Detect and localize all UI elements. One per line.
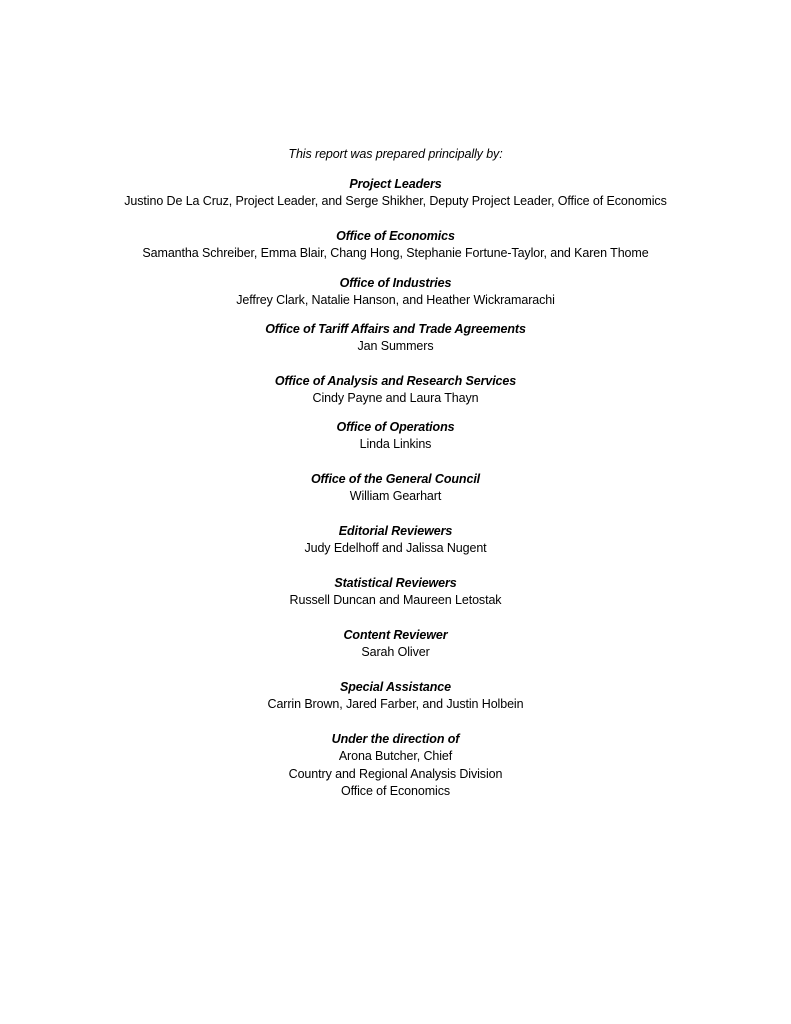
section-names-analysis-research: Cindy Payne and Laura Thayn: [312, 391, 479, 405]
section-names-editorial-reviewers: Judy Edelhoff and Jalissa Nugent: [304, 541, 487, 555]
section-names-office-of-operations: Linda Linkins: [359, 437, 432, 451]
section-line-director-name: Arona Butcher, Chief: [338, 749, 453, 763]
section-heading-under-direction: Under the direction of: [331, 732, 460, 746]
section-names-office-of-economics: Samantha Schreiber, Emma Blair, Chang Hong, Stephanie Fortune-Taylor, and Karen Thome: [142, 246, 649, 260]
section-heading-statistical-reviewers: Statistical Reviewers: [334, 576, 457, 590]
section-heading-editorial-reviewers: Editorial Reviewers: [338, 524, 453, 538]
section-line-division: Country and Regional Analysis Division: [288, 767, 503, 781]
section-names-tariff-affairs: Jan Summers: [357, 339, 434, 353]
section-line-office: Office of Economics: [340, 784, 451, 798]
section-heading-project-leaders: Project Leaders: [349, 177, 442, 191]
section-heading-general-council: Office of the General Council: [310, 472, 481, 486]
section-heading-content-reviewer: Content Reviewer: [343, 628, 448, 642]
section-heading-analysis-research: Office of Analysis and Research Services: [274, 374, 517, 388]
section-names-statistical-reviewers: Russell Duncan and Maureen Letostak: [289, 593, 502, 607]
section-names-general-council: William Gearhart: [349, 489, 442, 503]
section-heading-tariff-affairs: Office of Tariff Affairs and Trade Agreements: [265, 322, 526, 336]
section-heading-office-of-economics: Office of Economics: [336, 229, 455, 243]
section-names-special-assistance: Carrin Brown, Jared Farber, and Justin Holbein: [267, 697, 524, 711]
section-names-office-of-industries: Jeffrey Clark, Natalie Hanson, and Heather Wickramarachi: [236, 293, 555, 307]
intro-text: This report was prepared principally by:: [288, 147, 503, 161]
section-names-content-reviewer: Sarah Oliver: [361, 645, 430, 659]
section-names-project-leaders: Justino De La Cruz, Project Leader, and Serge Shikher, Deputy Project Leader, Office of Economics: [124, 194, 667, 208]
section-heading-office-of-industries: Office of Industries: [339, 276, 452, 290]
section-heading-special-assistance: Special Assistance: [340, 680, 451, 694]
section-heading-office-of-operations: Office of Operations: [336, 420, 455, 434]
